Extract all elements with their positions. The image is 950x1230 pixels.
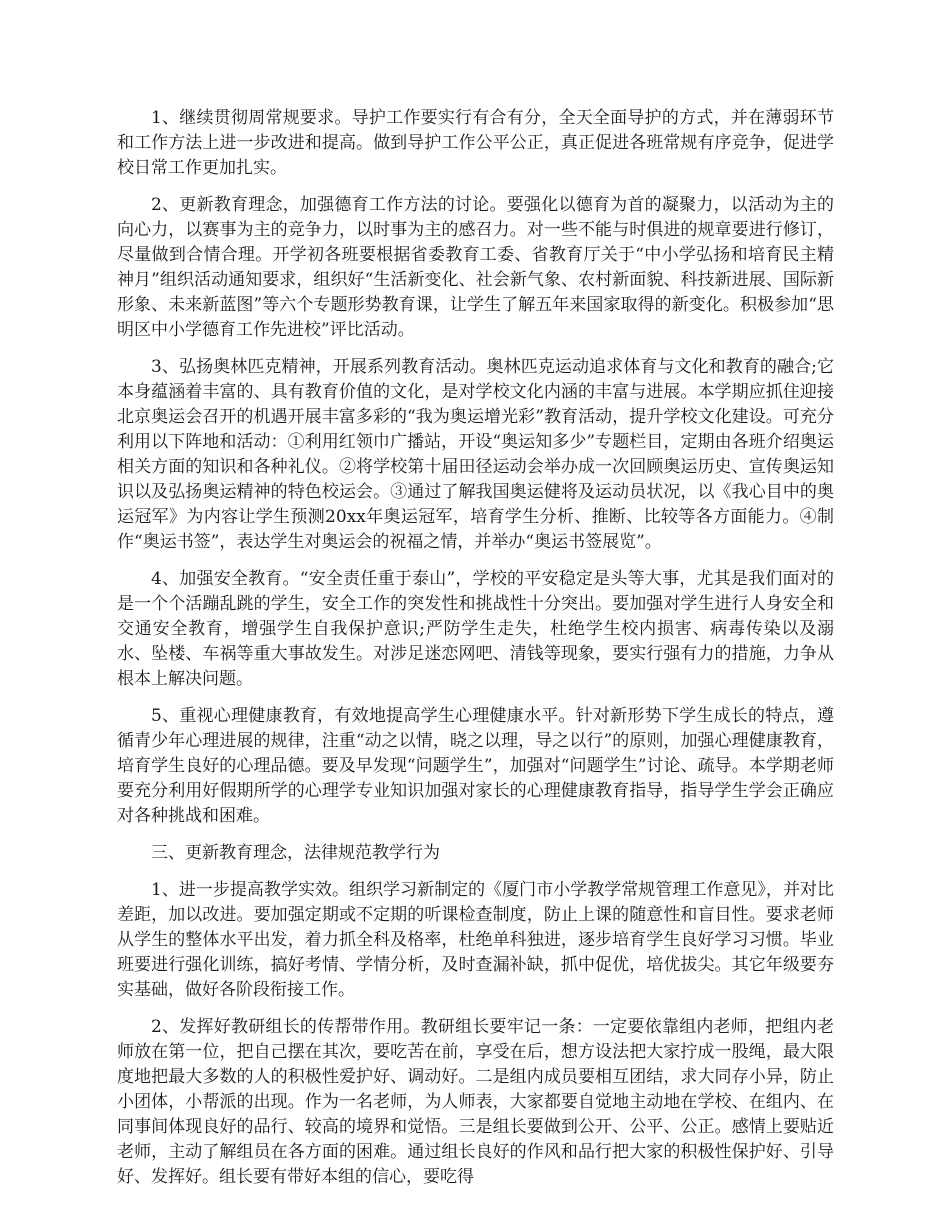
paragraph-1: 1、继续贯彻周常规要求。导护工作要实行有合有分，全天全面导护的方式，并在薄弱环节和工作方法上进一步改进和提高。做到导护工作公平公正，真正促进各班常规有序竞争，促进学校日常工作更加扎实。 xyxy=(117,108,834,178)
section-heading: 三、更新教育理念，法律规范教学行为 xyxy=(151,843,440,863)
paragraph-7: 2、发挥好教研组长的传帮带作用。教研组长要牢记一条：一定要依靠组内老师，把组内老师放在第一位，把自己摆在其次，要吃苦在前，享受在后，想方设法把大家拧成一股绳，最大限度地把最大多数的人的积极性爱护好、调动好。二是组内成员要相互团结，求大同存小异，防止小团体，小帮派的出现。作为一名老师，为人师表，大家都要自觉地主动地在学校、在组内、在同事间体现良好的品行、较高的境界和觉悟。三是组长要做到公开、公平、公正。感情上要贴近老师，主动了解组员在各方面的困难。通过组长良好的作风和品行把大家的积极性保护好、引导好、发挥好。组长要有带好本组的信心，要吃得 xyxy=(117,1017,834,1187)
paragraph-6: 1、进一步提高教学实效。组织学习新制定的《厦门市小学教学常规管理工作意见》，并对比差距，加以改进。要加强定期或不定期的听课检查制度，防止上课的随意性和盲目性。要求老师从学生的整体水平出发，着力抓全科及格率，杜绝单科独进，逐步培育学生良好学习习惯。毕业班要进行强化训练，搞好考情、学情分析，及时查漏补缺，抓中促优，培优拔尖。其它年级要夯实基础，做好各阶段衔接工作。 xyxy=(117,880,834,1000)
paragraph-2: 2、更新教育理念，加强德育工作方法的讨论。要强化以德育为首的凝聚力，以活动为主的向心力，以赛事为主的竞争力，以时事为主的感召力。对一些不能与时俱进的规章要进行修订，尽量做到合情合理。开学初各班要根据省委教育工委、省教育厅关于“中小学弘扬和培育民主精神月”组织活动通知要求，组织好“生活新变化、社会新气象、农村新面貌、科技新进展、国际新形象、未来新蓝图”等六个专题形势教育课，让学生了解五年来国家取得的新变化。积极参加“思明区中小学德育工作先进校”评比活动。 xyxy=(117,195,834,340)
paragraph-5: 5、重视心理健康教育，有效地提高学生心理健康水平。针对新形势下学生成长的特点，遵循青少年心理进展的规律，注重“动之以情，晓之以理，导之以行”的原则，加强心理健康教育，培育学生良好的心理品德。要及早发现“问题学生”，加强对“问题学生”讨论、疏导。本学期老师要充分利用好假期所学的心理学专业知识加强对家长的心理健康教育指导，指导学生学会正确应对各种挑战和困难。 xyxy=(117,706,834,826)
paragraph-3: 3、弘扬奥林匹克精神，开展系列教育活动。奥林匹克运动追求体育与文化和教育的融合;它本身蕴涵着丰富的、具有教育价值的文化，是对学校文化内涵的丰富与进展。本学期应抓住迎接北京奥运会召开的机遇开展丰富多彩的“我为奥运增光彩”教育活动，提升学校文化建设。可充分利用以下阵地和活动：①利用红领巾广播站，开设“奥运知多少”专题栏目，定期由各班介绍奥运相关方面的知识和各种礼仪。②将学校第十届田径运动会举办成一次回顾奥运历史、宣传奥运知识以及弘扬奥运精神的特色校运会。③通过了解我国奥运健将及运动员状况，以《我心目中的奥运冠军》为内容让学生预测20xx年奥运冠军，培育学生分析、推断、比较等各方面能力。④制作“奥运书签”，表达学生对奥运会的祝福之情，并举办“奥运书签展览”。 xyxy=(117,357,834,552)
document-body xyxy=(117,106,834,1202)
paragraph-4: 4、加强安全教育。“安全责任重于泰山”，学校的平安稳定是头等大事，尤其是我们面对的是一个个活蹦乱跳的学生，安全工作的突发性和挑战性十分突出。要加强对学生进行人身安全和交通安全教育，增强学生自我保护意识;严防学生走失，杜绝学生校内损害、病毒传染以及溺水、坠楼、车祸等重大事故发生。对涉足迷恋网吧、清钱等现象，要实行强有力的措施，力争从根本上解决问题。 xyxy=(117,569,834,689)
